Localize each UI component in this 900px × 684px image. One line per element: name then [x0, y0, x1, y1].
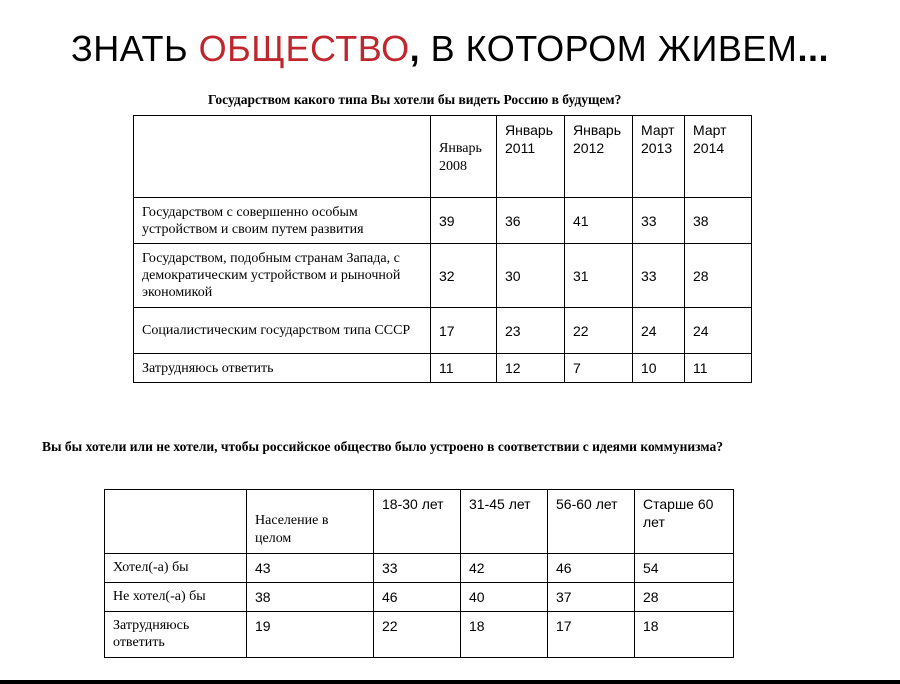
table2-question: Вы бы хотели или не хотели, чтобы российское общество было устроено в соответствии с идеями коммунизма?	[42, 439, 723, 454]
cell-value: 11	[431, 354, 497, 383]
cell-value: 24	[685, 308, 752, 354]
table1-question: Государством какого типа Вы хотели бы видеть Россию в будущем?	[208, 92, 622, 107]
cell-value: 42	[461, 554, 548, 583]
cell-value: 17	[548, 612, 635, 658]
cell-value: 18	[461, 612, 548, 658]
cell-value: 33	[633, 244, 685, 308]
table1-header-empty	[134, 116, 431, 198]
title-part-4: В КОТОРОМ ЖИВЕМ	[420, 28, 798, 69]
cell-value: 36	[497, 198, 565, 244]
table-row	[105, 612, 734, 658]
cell-value: 43	[247, 554, 374, 583]
table1-col-header: Январь 2011	[497, 116, 565, 198]
cell-value: 37	[548, 583, 635, 612]
cell-value: 22	[565, 308, 633, 354]
table2-col-header: Старше 60 лет	[635, 490, 734, 554]
table2-header-empty	[105, 490, 247, 554]
table1-col-header: Январь 2008	[431, 116, 497, 198]
cell-value: 33	[374, 554, 461, 583]
row-label: Затрудняюсь ответить	[134, 354, 431, 383]
cell-value: 12	[497, 354, 565, 383]
cell-value: 46	[548, 554, 635, 583]
table1-col-header: Март 2014	[685, 116, 752, 198]
cell-value: 38	[685, 198, 752, 244]
table-row	[134, 308, 752, 354]
cell-value: 10	[633, 354, 685, 383]
table1-header-row	[134, 116, 752, 198]
cell-value: 7	[565, 354, 633, 383]
cell-value: 23	[497, 308, 565, 354]
table1-col-header: Март 2013	[633, 116, 685, 198]
title-part-1: ЗНАТЬ	[71, 28, 199, 69]
slide-title	[0, 28, 900, 70]
table2	[104, 489, 734, 658]
cell-value: 40	[461, 583, 548, 612]
cell-value: 39	[431, 198, 497, 244]
cell-value: 33	[633, 198, 685, 244]
cell-value: 38	[247, 583, 374, 612]
cell-value: 11	[685, 354, 752, 383]
table-row	[105, 583, 734, 612]
cell-value: 24	[633, 308, 685, 354]
row-label: Затрудняюсь ответить	[105, 612, 247, 658]
cell-value: 30	[497, 244, 565, 308]
table-row	[105, 554, 734, 583]
cell-value: 31	[565, 244, 633, 308]
row-label: Не хотел(-а) бы	[105, 583, 247, 612]
cell-value: 19	[247, 612, 374, 658]
row-label: Хотел(-а) бы	[105, 554, 247, 583]
table1-col-header: Январь 2012	[565, 116, 633, 198]
table-row	[134, 244, 752, 308]
cell-value: 28	[635, 583, 734, 612]
cell-value: 28	[685, 244, 752, 308]
row-label: Государством, подобным странам Запада, с демократическим устройством и рыночной экономикой	[134, 244, 431, 308]
cell-value: 17	[431, 308, 497, 354]
title-comma: ,	[409, 28, 421, 69]
table1	[133, 115, 752, 383]
table2-header-row	[105, 490, 734, 554]
table2-col-header: 18-30 лет	[374, 490, 461, 554]
cell-value: 46	[374, 583, 461, 612]
bottom-divider	[0, 680, 900, 684]
cell-value: 32	[431, 244, 497, 308]
cell-value: 18	[635, 612, 734, 658]
table-row	[134, 354, 752, 383]
title-accent-word: ОБЩЕСТВО	[198, 28, 410, 69]
row-label: Государством с совершенно особым устройством и своим путем развития	[134, 198, 431, 244]
cell-value: 22	[374, 612, 461, 658]
row-label: Социалистическим государством типа СССР	[134, 308, 431, 354]
table-row	[134, 198, 752, 244]
table2-col-header: 56-60 лет	[548, 490, 635, 554]
table2-col-header: 31-45 лет	[461, 490, 548, 554]
title-ellipsis: ...	[797, 28, 829, 69]
table2-col-header: Население в целом	[247, 490, 374, 554]
cell-value: 41	[565, 198, 633, 244]
cell-value: 54	[635, 554, 734, 583]
